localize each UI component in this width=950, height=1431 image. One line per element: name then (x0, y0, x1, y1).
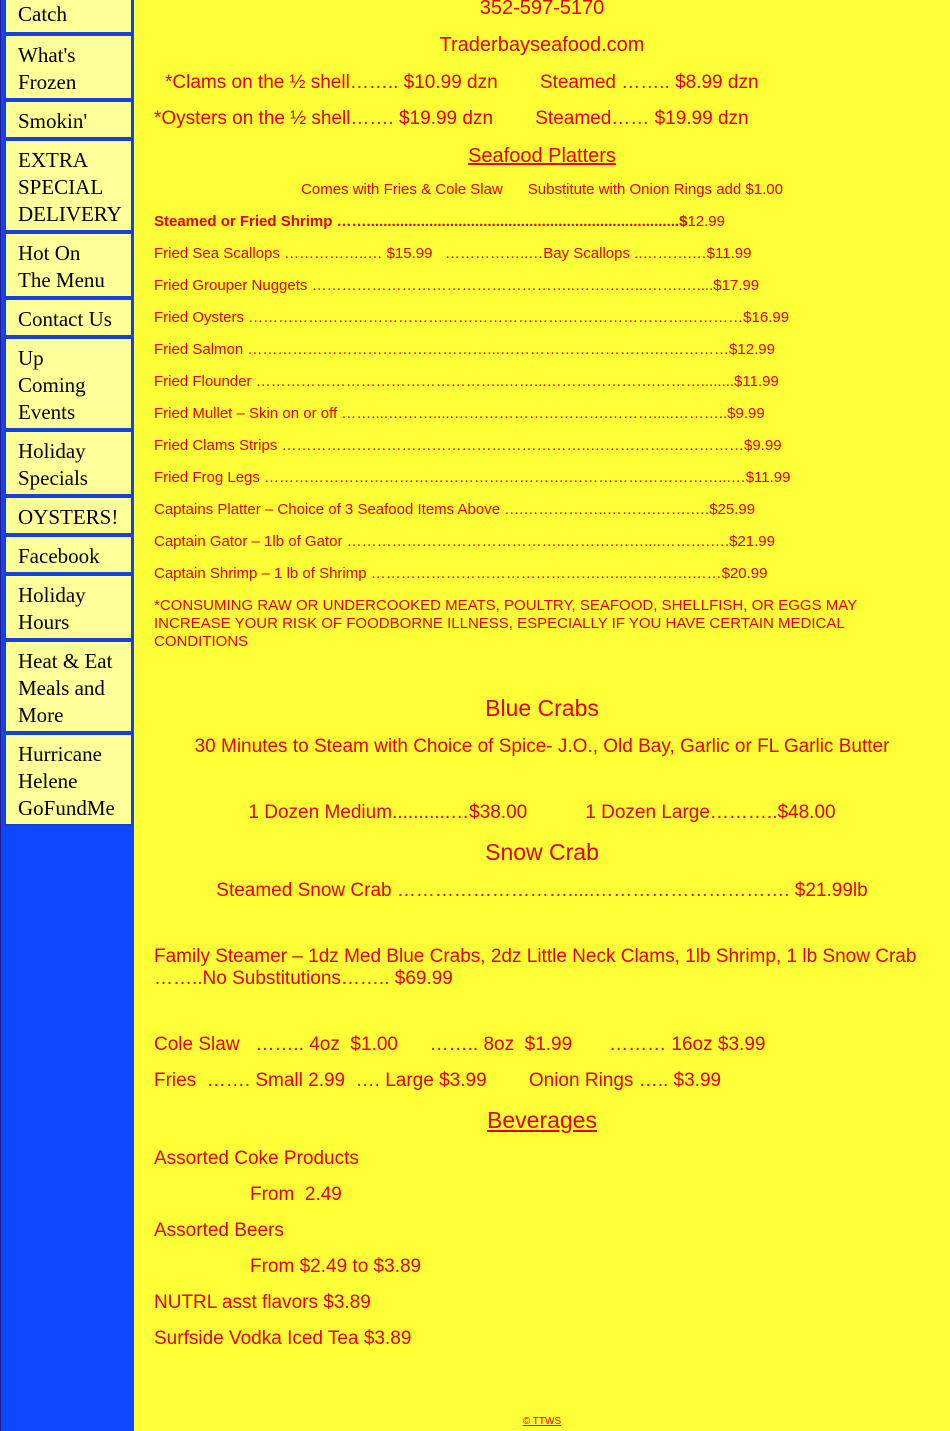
nav-label: Meals and (18, 676, 105, 700)
nav-item-facebook[interactable] (4, 535, 133, 574)
seafood-platters-heading: Seafood Platters (468, 145, 616, 167)
menu-content (134, 0, 950, 1431)
platter-item: Fried Sea Scallops ……………..… $15.99 ……………..…Bay Scallops ..……….…$11.99 (154, 245, 752, 262)
nav-label: Holiday (18, 583, 86, 607)
beverage-beers-price: From $2.49 to $3.89 (250, 1256, 422, 1277)
nav-label: Frozen (18, 70, 77, 94)
beverage-coke: Assorted Coke Products (154, 1148, 359, 1169)
snow-crab-heading: Snow Crab (485, 839, 599, 865)
nav-label: Events (18, 400, 76, 424)
family-steamer: Family Steamer – 1dz Med Blue Crabs, 2dz Little Neck Clams, 1lb Shrimp, 1 lb Snow Crab ……..No Substitutions…….. $69.99 (154, 946, 917, 989)
beverage-nutrl: NUTRL asst flavors $3.89 (154, 1292, 371, 1313)
platter-item: Fried Grouper Nuggets ……………………………………………..…………...…….…....$17.99 (154, 277, 760, 294)
platter-item: Fried Frog Legs …………………………………………………….…………………………...…$11.99 (154, 469, 791, 486)
nav-item-contact-us[interactable] (4, 298, 133, 337)
nav-label: DELIVERY (18, 202, 122, 226)
nav-item-heat-and-eat[interactable] (4, 640, 133, 733)
food-safety-warning: *CONSUMING RAW OR UNDERCOOKED MEATS, POULTRY, SEAFOOD, SHELLFISH, OR EGGS MAY INCREASE YOUR RISK OF FOODBORNE ILLNESS, ESPECIALLY IF YOU HAVE CERTAIN MEDICAL CONDITIONS (154, 597, 857, 650)
nav-item-hurricane-helene-gofundme[interactable] (4, 733, 133, 826)
nav-item-holiday-hours[interactable] (4, 574, 133, 640)
platter-item: Fried Clams Strips ……………………………………………………..…………….……………$9.99 (154, 437, 782, 454)
beverage-beers: Assorted Beers (154, 1220, 284, 1241)
nav-label: Facebook (18, 544, 100, 568)
beverages-heading: Beverages (487, 1107, 597, 1133)
platter-item: Fried Flounder …………………………………………..……...………………….………........$11.99 (154, 373, 779, 390)
nav-label: Hurricane (18, 742, 102, 766)
blue-crabs-heading: Blue Crabs (485, 695, 599, 721)
blue-crabs-subtitle: 30 Minutes to Steam with Choice of Spice- J.O., Old Bay, Garlic or FL Garlic Butter (194, 736, 890, 757)
beverage-surfside: Surfside Vodka Iced Tea $3.89 (154, 1328, 412, 1349)
nav-label: Smokin' (18, 109, 88, 133)
oysters-price-line: *Oysters on the ½ shell……. $19.99 dzn Steamed…… $19.99 dzn (154, 108, 749, 129)
beverage-coke-price: From 2.49 (250, 1184, 342, 1205)
nav-label: Contact Us (18, 307, 112, 331)
platters-subtitle: Comes with Fries & Cole Slaw Substitute with Onion Rings add $1.00 (301, 181, 783, 198)
nav-item-upcoming-events[interactable] (4, 337, 133, 430)
nav-item-oysters[interactable] (4, 496, 133, 535)
nav-item-smokin[interactable] (4, 100, 133, 139)
website-link[interactable]: Traderbayseafood.com (439, 34, 645, 56)
nav-label: Hours (18, 610, 70, 634)
sidebar-nav (0, 0, 134, 1431)
nav-label: Specials (18, 466, 88, 490)
platter-item: Fried Oysters ………………………………………………………………………………………$16.99 (154, 309, 790, 326)
nav-label: SPECIAL (18, 175, 104, 199)
shrimp-platter-price: 12.99 (687, 213, 725, 230)
nav-label: Hot On (18, 241, 81, 265)
nav-label: The Menu (18, 268, 105, 292)
shrimp-platter-label: Steamed or Fried Shrimp ……...........................................................................$ (154, 213, 688, 230)
platter-item: Captain Gator – 1lb of Gator ……………………………………..……….……....……….….$21.99 (154, 533, 775, 550)
phone-number: 352-597-5170 (479, 0, 605, 19)
cole-slaw-prices: Cole Slaw …….. 4oz $1.00 …….. 8oz $1.99 ……… 16oz $3.99 (154, 1034, 766, 1055)
nav-label: GoFundMe (18, 796, 115, 820)
nav-item-hot-on-the-menu[interactable] (4, 232, 133, 298)
nav-item-extra-special-delivery[interactable] (4, 139, 133, 232)
nav-item-catch[interactable] (4, 0, 133, 34)
snow-crab-price: Steamed Snow Crab ……………………….....…………………………. $21.99lb (216, 880, 868, 901)
platter-item: Fried Mullet – Skin on or off ……....……….....………………………….……….....………..$9.99 (154, 405, 765, 422)
fries-prices: Fries ……. Small 2.99 …. Large $3.99 Onion Rings ….. $3.99 (154, 1070, 722, 1091)
nav-label: Holiday (18, 439, 86, 463)
platter-item: Captain Shrimp – 1 lb of Shrimp ……………………………………….…...………….……$20.99 (154, 565, 768, 582)
nav-label: Helene (18, 769, 78, 793)
nav-label: Catch (18, 2, 67, 26)
clams-price-line: *Clams on the ½ shell…….. $10.99 dzn Steamed …….. $8.99 dzn (165, 72, 759, 93)
nav-label: Up (18, 346, 44, 370)
nav-label: EXTRA (18, 148, 88, 172)
footer-copyright[interactable]: © TTWS (522, 1416, 562, 1427)
nav-label: Heat & Eat (18, 649, 113, 673)
nav-item-whats-frozen[interactable] (4, 34, 133, 100)
platter-item: Captains Platter – Choice of 3 Seafood Items Above ….……………..……….…….….$25.99 (154, 501, 756, 518)
nav-label: Coming (18, 373, 86, 397)
nav-item-holiday-specials[interactable] (4, 430, 133, 496)
platter-item: Fried Salmon …………………………………………...………………………….……………$12.99 (154, 341, 775, 358)
nav-label: More (18, 703, 64, 727)
nav-label: OYSTERS! (18, 505, 119, 529)
nav-label: What's (18, 43, 76, 67)
platter-item (154, 213, 725, 231)
blue-crabs-prices: 1 Dozen Medium...........…$38.00 1 Dozen Large………..$48.00 (248, 802, 836, 823)
